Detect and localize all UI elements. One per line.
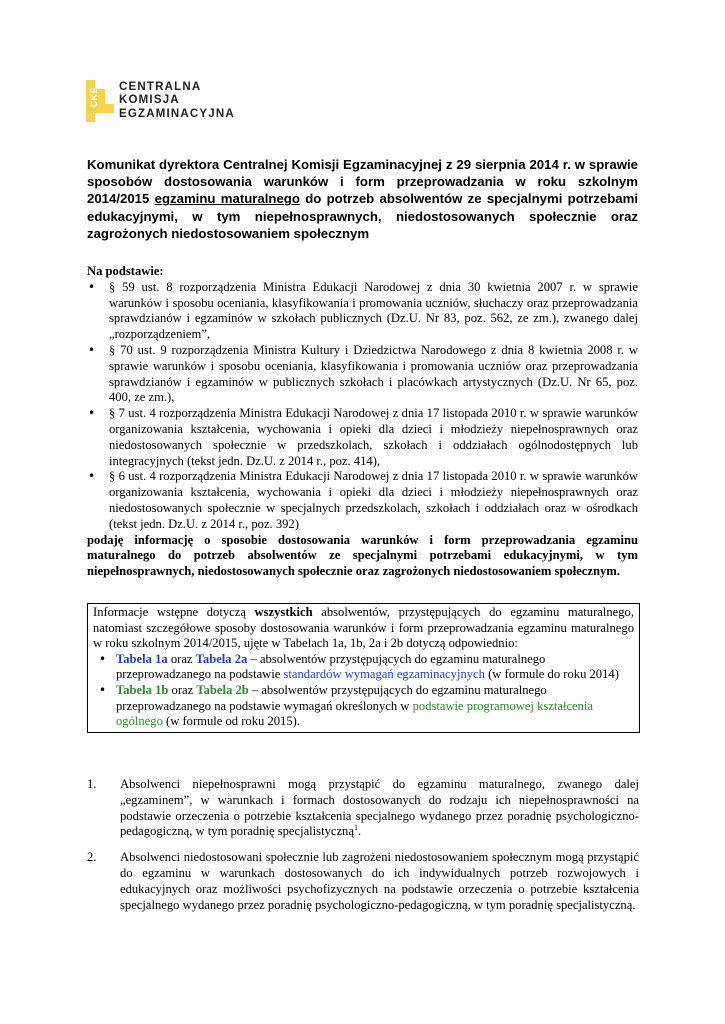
logo-mark xyxy=(86,80,114,122)
table-2b-ref: Tabela 2b xyxy=(196,682,249,697)
legal-basis xyxy=(87,264,638,580)
info-intro xyxy=(93,605,634,652)
info-item-1 xyxy=(93,652,634,683)
title-underlined: egzaminu maturalnego xyxy=(154,191,300,207)
info-item-2-text-a: – absolwentów przystępujących do egzaminu maturalnego przeprowadzanego na podstawie wymagań określonych w xyxy=(116,682,547,713)
curriculum-link[interactable]: podstawie programowej kształcenia ogólnego xyxy=(116,698,594,729)
basis-item: • § 70 ust. 9 rozporządzenia Ministra Kultury i Dziedzictwa Narodowego z dnia 8 kwietnia 2008 r. w sprawie warunków i sposobu oceniania, klasyfikowania i promowania uczniów oraz przeprowadzania sprawdzianów i egzaminów w publicznych szkołach i placówkach artystycznych (Dz.U. Nr 65, poz. 400, ze zm.), xyxy=(87,343,638,406)
basis-item: • § 7 ust. 4 rozporządzenia Ministra Edukacji Narodowej z dnia 17 listopada 2010 r. w sprawie warunków organizowania kształcenia, wychowania i opieki dla dzieci i młodzieży niepełnosprawnych oraz niedostosowanych społecznie w przedszkolach, szkołach i oddziałach ogólnodostępnych lub integracyjnych (tekst jedn. Dz.U. z 2014 r., poz. 414), xyxy=(87,406,638,469)
table-2a-ref: Tabela 2a xyxy=(195,651,248,666)
table-1a-ref: Tabela 1a xyxy=(116,651,168,666)
basis-heading: Na podstawie: xyxy=(87,264,164,278)
info-item-2-oraz: oraz xyxy=(168,682,197,697)
numbered-item xyxy=(87,850,639,913)
basis-item: • § 59 ust. 8 rozporządzenia Ministra Edukacji Narodowej z dnia 30 kwietnia 2007 r. w sprawie warunków i sposobu oceniania, klasyfikowania i promowania uczniów, słuchaczy oraz przeprowadzania sprawdzianów i egzaminów w szkołach publicznych (Dz.U. Nr 83, poz. 562, ze zm.), zwanego dalej „rozporządzeniem”, xyxy=(87,280,638,343)
info-item-1-oraz: oraz xyxy=(167,651,196,666)
standards-link[interactable]: standardów wymagań egzaminacyjnych xyxy=(283,667,485,682)
item-number: 1. xyxy=(87,777,97,791)
numbered-list xyxy=(87,777,639,923)
logo-line-2: KOMISJA xyxy=(119,94,180,107)
logo-line-3: EGZAMINACYJNA xyxy=(119,107,235,120)
title-part-1: Komunikat dyrektora Centralnej Komisji Egzaminacyjnej z 29 sierpnia 2014 r. w sprawie sposobów dostosowania warunków i form przeprowadzania w roku szkolnym 2014/2015 xyxy=(87,157,638,207)
item-text: Absolwenci niepełnosprawni mogą przystąpić do egzaminu maturalnego, zwanego dalej „egzaminem”, w warunkach i formach dostosowanych do rodzaju ich niepełnosprawności na podstawie orzeczenia o potrzebie kształcenia specjalnego wydanego przez poradnię psychologiczno-pedagogiczną, w tym poradnię specjalistyczną xyxy=(120,777,639,839)
info-intro-b: absolwentów, przystępujących do egzaminu maturalnego, natomiast szczegółowe sposoby dostosowania warunków i form przeprowadzania egzaminu maturalnego w roku szkolnym 2014/2015, ujęte w Tabelach 1a, 1b, 2a i 2b dotyczą odpowiednio: xyxy=(93,605,634,651)
logo-line-1: CENTRALNA xyxy=(119,80,202,93)
cke-logo xyxy=(86,80,235,122)
info-item-1-text-b: (w formule do roku 2014) xyxy=(484,667,619,682)
basis-item: • § 6 ust. 4 rozporządzenia Ministra Edukacji Narodowej z dnia 17 listopada 2010 r. w sprawie warunków organizowania kształcenia, wychowania i opieki dla dzieci i młodzieży niepełnosprawnych oraz niedostosowanych społecznie w specjalnych przedszkolach, szkołach i oddziałach oraz w ośrodkach (tekst jedn. Dz.U. z 2014 r., poz. 392) xyxy=(87,469,638,532)
logo-mark-letters: CKE xyxy=(89,87,99,108)
item-end: . xyxy=(357,824,362,839)
item-number: 2. xyxy=(87,850,97,865)
basis-closing: podaję informację o sposobie dostosowania warunków i form przeprowadzania egzaminu maturalnego do potrzeb absolwentów ze specjalnymi potrzebami edukacyjnymi, w tym niepełnosprawnych, niedostosowanych społecznie oraz zagrożonych niedostosowaniem społecznym. xyxy=(87,532,638,579)
numbered-item xyxy=(87,777,639,840)
info-intro-a: Informacje wstępne dotyczą xyxy=(93,605,255,619)
footnote-ref[interactable]: 1 xyxy=(353,823,358,833)
info-item-2-text-b: (w formule od roku 2015). xyxy=(162,714,300,729)
info-item-2 xyxy=(93,683,634,730)
document-title xyxy=(87,156,638,242)
basis-list xyxy=(87,280,638,533)
info-intro-bold: wszystkich xyxy=(254,605,313,619)
info-item-1-text-a: – absolwentów przystępujących do egzaminu maturalnego przeprowadzanego na podstawie xyxy=(116,651,546,682)
item-text: Absolwenci niedostosowani społecznie lub zagrożeni niedostosowaniem społecznym mogą przystąpić do egzaminu w warunkach dostosowanych do ich indywidualnych potrzeb rozwojowych i edukacyjnych oraz możliwości psychofizycznych na podstawie orzeczenia o potrzebie kształcenia specjalnego wydanego przez poradnię psychologiczno-pedagogiczną, w tym poradnię specjalistyczną. xyxy=(120,850,639,912)
info-list xyxy=(93,652,634,730)
info-box xyxy=(87,603,640,733)
table-1b-ref: Tabela 1b xyxy=(116,682,169,697)
title-part-2: do potrzeb absolwentów ze specjalnymi potrzebami edukacyjnymi, w tym niepełnosprawnych, niedostosowanych społecznie oraz zagrożonych niedostosowaniem społecznym xyxy=(87,191,638,241)
logo-text xyxy=(119,81,235,122)
